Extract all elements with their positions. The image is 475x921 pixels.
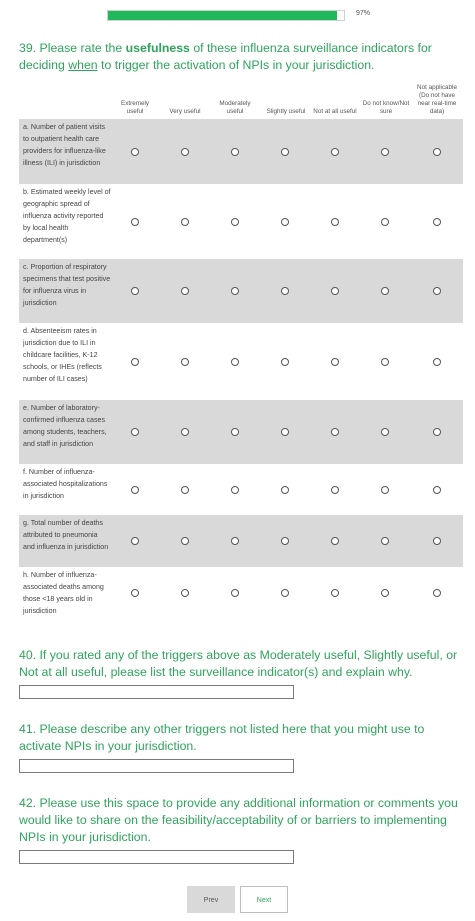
- matrix-row-b: [19, 184, 463, 259]
- radio-h-moderately-useful[interactable]: [231, 589, 239, 597]
- radio-e-extremely-useful[interactable]: [131, 428, 139, 436]
- col-header-not-applicable: Not applicable (Do not have near real-time data): [417, 84, 457, 115]
- q39-bold: usefulness: [125, 41, 190, 55]
- radio-b-very-useful[interactable]: [181, 218, 189, 226]
- radio-d-not-at-all-useful[interactable]: [331, 358, 339, 366]
- radio-g-moderately-useful[interactable]: [231, 537, 239, 545]
- radio-c-not-at-all-useful[interactable]: [331, 287, 339, 295]
- q39-middle: of these influenza surveillance indicators for deciding: [19, 41, 432, 72]
- radio-g-not-at-all-useful[interactable]: [331, 537, 339, 545]
- radio-e-slightly-useful[interactable]: [281, 428, 289, 436]
- col-header-slightly-useful: Slightly useful: [266, 108, 306, 115]
- question-42-input[interactable]: [19, 850, 294, 864]
- row-label-a: a. Number of patient visits to outpatient health care providers for influenza-like illness (ILI) in jurisdiction: [23, 123, 106, 167]
- matrix-row-c: [19, 259, 463, 323]
- col-header-not-at-all-useful: Not at all useful: [313, 108, 357, 115]
- radio-d-slightly-useful[interactable]: [281, 358, 289, 366]
- radio-a-slightly-useful[interactable]: [281, 148, 289, 156]
- question-41-input[interactable]: [19, 759, 294, 773]
- progress-label: 97%: [356, 10, 371, 17]
- radio-g-do-not-know[interactable]: [381, 537, 389, 545]
- matrix-row-a: [19, 119, 463, 184]
- row-label-g: g. Total number of deaths attributed to pneumonia and influenza in jurisdiction: [23, 519, 109, 551]
- radio-a-extremely-useful[interactable]: [131, 148, 139, 156]
- radio-e-do-not-know[interactable]: [381, 428, 389, 436]
- row-label-d: d. Absenteeism rates in jurisdiction due to ILI in childcare facilities, K-12 schools, or IHEs (reflects number of ILI cases): [23, 327, 102, 383]
- matrix-row-d: [19, 323, 463, 400]
- radio-d-not-applicable[interactable]: [433, 358, 441, 366]
- prev-button[interactable]: Prev: [187, 886, 235, 913]
- radio-b-slightly-useful[interactable]: [281, 218, 289, 226]
- radio-h-do-not-know[interactable]: [381, 589, 389, 597]
- row-label-h: h. Number of influenza-associated deaths among those <18 years old in jurisdiction: [23, 571, 104, 615]
- radio-e-not-at-all-useful[interactable]: [331, 428, 339, 436]
- radio-f-slightly-useful[interactable]: [281, 486, 289, 494]
- radio-c-not-applicable[interactable]: [433, 287, 441, 295]
- question-41-text: 41. Please describe any other triggers not listed here that you might use to activate NPIs in your jurisdiction.: [19, 722, 425, 753]
- matrix-row-e: [19, 400, 463, 464]
- radio-f-very-useful[interactable]: [181, 486, 189, 494]
- radio-d-do-not-know[interactable]: [381, 358, 389, 366]
- matrix-row-h: [19, 567, 463, 619]
- radio-f-not-at-all-useful[interactable]: [331, 486, 339, 494]
- radio-b-do-not-know[interactable]: [381, 218, 389, 226]
- progress-bar-fill: [108, 11, 337, 20]
- radio-c-moderately-useful[interactable]: [231, 287, 239, 295]
- q39-suffix: to trigger the activation of NPIs in your jurisdiction.: [97, 58, 375, 72]
- radio-g-very-useful[interactable]: [181, 537, 189, 545]
- radio-b-moderately-useful[interactable]: [231, 218, 239, 226]
- radio-b-not-applicable[interactable]: [433, 218, 441, 226]
- rating-matrix: [19, 80, 463, 619]
- radio-c-extremely-useful[interactable]: [131, 287, 139, 295]
- col-header-do-not-know: Do not know/Not sure: [362, 100, 410, 115]
- question-39-text: [19, 40, 459, 74]
- radio-b-extremely-useful[interactable]: [131, 218, 139, 226]
- radio-c-very-useful[interactable]: [181, 287, 189, 295]
- col-header-extremely-useful: Extremely useful: [121, 100, 149, 115]
- radio-h-extremely-useful[interactable]: [131, 589, 139, 597]
- radio-a-moderately-useful[interactable]: [231, 148, 239, 156]
- question-42-text: 42. Please use this space to provide any additional information or comments you would like to share on the feasibility/acceptability of or barriers to implementing NPIs in your jurisdiction.: [19, 796, 458, 844]
- radio-a-very-useful[interactable]: [181, 148, 189, 156]
- radio-f-not-applicable[interactable]: [433, 486, 441, 494]
- radio-d-moderately-useful[interactable]: [231, 358, 239, 366]
- radio-h-not-at-all-useful[interactable]: [331, 589, 339, 597]
- radio-g-extremely-useful[interactable]: [131, 537, 139, 545]
- matrix-header: [19, 80, 463, 119]
- radio-g-slightly-useful[interactable]: [281, 537, 289, 545]
- row-label-c: c. Proportion of respiratory specimens that test positive for influenza virus in jurisdiction: [23, 263, 111, 307]
- radio-h-slightly-useful[interactable]: [281, 589, 289, 597]
- radio-b-not-at-all-useful[interactable]: [331, 218, 339, 226]
- row-label-b: b. Estimated weekly level of geographic spread of influenza activity reported by local health department(s): [23, 188, 111, 244]
- matrix-row-g: [19, 515, 463, 567]
- matrix-row-f: [19, 464, 463, 515]
- radio-e-not-applicable[interactable]: [433, 428, 441, 436]
- question-40-input[interactable]: [19, 685, 294, 699]
- radio-f-extremely-useful[interactable]: [131, 486, 139, 494]
- col-header-moderately-useful: Moderately useful: [219, 100, 251, 115]
- radio-h-very-useful[interactable]: [181, 589, 189, 597]
- radio-c-do-not-know[interactable]: [381, 287, 389, 295]
- q39-underline: when: [68, 58, 98, 72]
- q39-prefix: 39. Please rate the: [19, 41, 126, 55]
- radio-e-moderately-useful[interactable]: [231, 428, 239, 436]
- next-button[interactable]: Next: [240, 886, 288, 913]
- row-label-e: e. Number of laboratory-confirmed influenza cases among students, teachers, and staff in jurisdiction: [23, 404, 107, 448]
- radio-a-not-at-all-useful[interactable]: [331, 148, 339, 156]
- radio-a-do-not-know[interactable]: [381, 148, 389, 156]
- radio-f-moderately-useful[interactable]: [231, 486, 239, 494]
- radio-f-do-not-know[interactable]: [381, 486, 389, 494]
- col-header-very-useful: Very useful: [169, 108, 201, 115]
- radio-d-very-useful[interactable]: [181, 358, 189, 366]
- progress-bar: [107, 10, 345, 21]
- question-40-text: 40. If you rated any of the triggers above as Moderately useful, Slightly useful, or Not at all useful, please list the surveillance indicator(s) and explain why.: [19, 648, 458, 679]
- radio-d-extremely-useful[interactable]: [131, 358, 139, 366]
- radio-a-not-applicable[interactable]: [433, 148, 441, 156]
- radio-h-not-applicable[interactable]: [433, 589, 441, 597]
- radio-e-very-useful[interactable]: [181, 428, 189, 436]
- radio-g-not-applicable[interactable]: [433, 537, 441, 545]
- radio-c-slightly-useful[interactable]: [281, 287, 289, 295]
- row-label-f: f. Number of influenza-associated hospitalizations in jurisdiction: [23, 468, 108, 500]
